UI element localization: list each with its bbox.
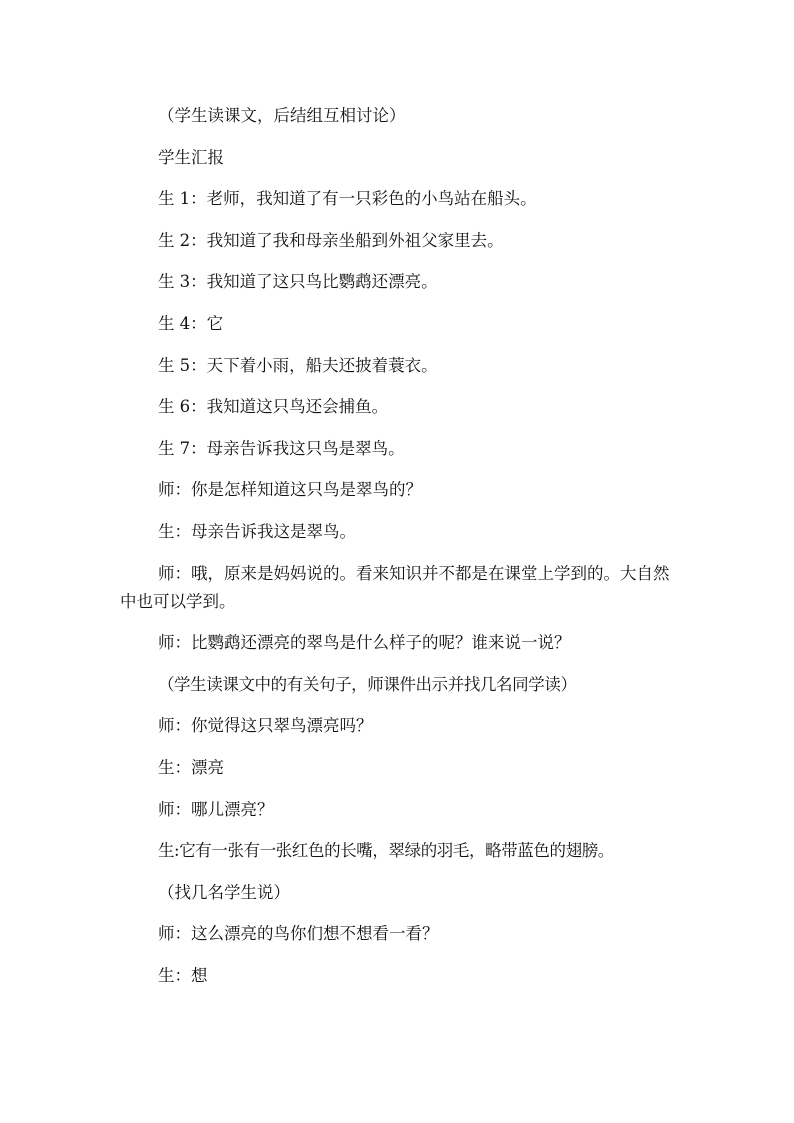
paragraph: 生:它有一张有一张红色的长嘴，翠绿的羽毛，略带蓝色的翅膀。 — [157, 841, 614, 861]
paragraph: 师：哪儿漂亮？ — [157, 799, 274, 819]
paragraph: 师：你是怎样知道这只鸟是翠鸟的？ — [157, 480, 422, 500]
paragraph: （学生读课文，后结组互相讨论） — [157, 106, 406, 125]
paragraph: 生：想 — [157, 965, 208, 985]
paragraph: 生 5：天下着小雨，船夫还披着蓑衣。 — [157, 355, 438, 375]
paragraph: 生 3：我知道了这只鸟比鹦鹉还漂亮。 — [157, 272, 438, 292]
paragraph: 生 7：母亲告诉我这只鸟是翠鸟。 — [157, 438, 405, 458]
paragraph: 师：你觉得这只翠鸟漂亮吗？ — [157, 716, 373, 736]
paragraph: 师：比鹦鹉还漂亮的翠鸟是什么样子的呢？谁来说一说？ — [157, 633, 571, 653]
paragraph: （找几名学生说） — [157, 882, 290, 902]
lesson-transcript — [120, 102, 676, 1003]
paragraph: 生 6：我知道这只鸟还会捕鱼。 — [157, 397, 389, 417]
paragraph: 生：母亲告诉我这是翠鸟。 — [157, 521, 356, 541]
paragraph: 师：哦，原来是妈妈说的。看来知识并不都是在课堂上学到的。大自然中也可以学到。 — [120, 563, 670, 611]
paragraph: （学生读课文中的有关句子，师课件出示并找几名同学读） — [157, 674, 577, 694]
paragraph: 生 1：老师，我知道了有一只彩色的小鸟站在船头。 — [157, 189, 537, 209]
paragraph: 生 4：它 — [157, 313, 224, 333]
paragraph: 生 2：我知道了我和母亲坐船到外祖父家里去。 — [157, 230, 504, 250]
paragraph: 生：漂亮 — [157, 757, 224, 777]
paragraph: 师：这么漂亮的鸟你们想不想看一看？ — [157, 924, 439, 944]
paragraph: 学生汇报 — [157, 147, 224, 167]
